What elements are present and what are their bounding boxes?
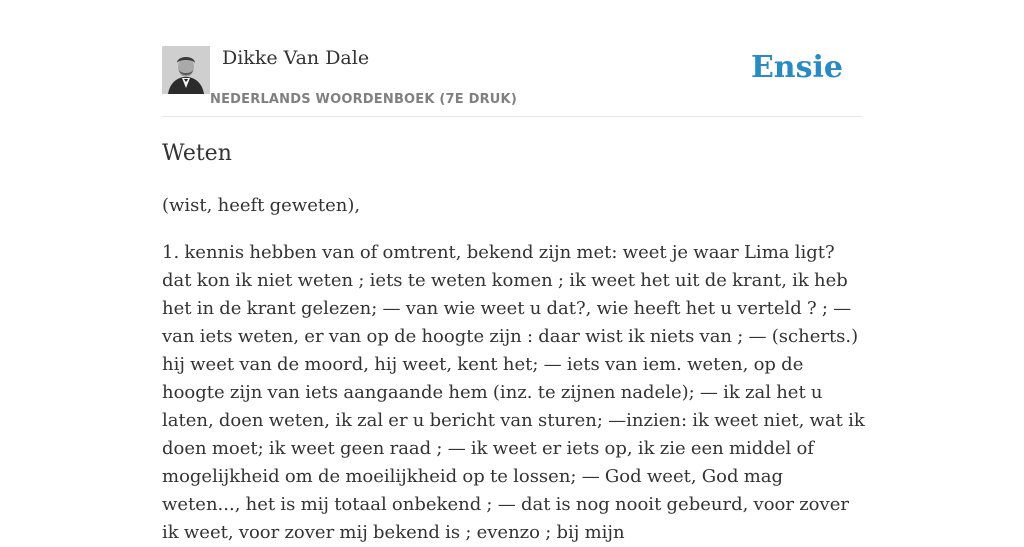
author-avatar[interactable] xyxy=(162,46,210,94)
entry-header xyxy=(162,46,862,117)
entry-content xyxy=(162,138,866,547)
entry-title: Weten xyxy=(162,141,232,166)
ensie-logo[interactable]: Ensie xyxy=(750,50,843,85)
author-name[interactable]: Dikke Van Dale xyxy=(222,47,370,69)
entry-paragraph: (wist, heeft geweten), xyxy=(162,195,361,216)
entry-paragraph: 1. kennis hebben van of omtrent, bekend zijn met: weet je waar Lima ligt? dat kon ik niet weten ; iets te weten komen ; ik weet het uit de krant, ik heb het in de krant gelezen; — van wie weet u dat?, wie heeft het u verteld ? ; — van iets weten, er van op de hoogte zijn : daar wist ik niets van ; — (scherts.) hij weet van de moord, hij weet, kent het; — iets van iem. weten, op de hoogte zijn van iets aangaande hem (inz. te zijnen nadele); — ik zal het u laten, doen weten, ik zal er u bericht van sturen; —inzien: ik weet niet, wat ik doen moet; ik weet geen raad ; — ik weet er iets op, ik zie een middel of mogelijkheid om de moeilijkheid op te lossen; — God weet, God mag weten..., het is mij totaal onbekend ; — dat is nog nooit gebeurd, voor zover ik weet, voor zover mij bekend is ; evenzo ; bij mijn xyxy=(162,242,865,543)
source-link[interactable]: NEDERLANDS WOORDENBOEK (7E DRUK) xyxy=(210,92,517,107)
portrait-avatar-icon xyxy=(162,46,210,94)
